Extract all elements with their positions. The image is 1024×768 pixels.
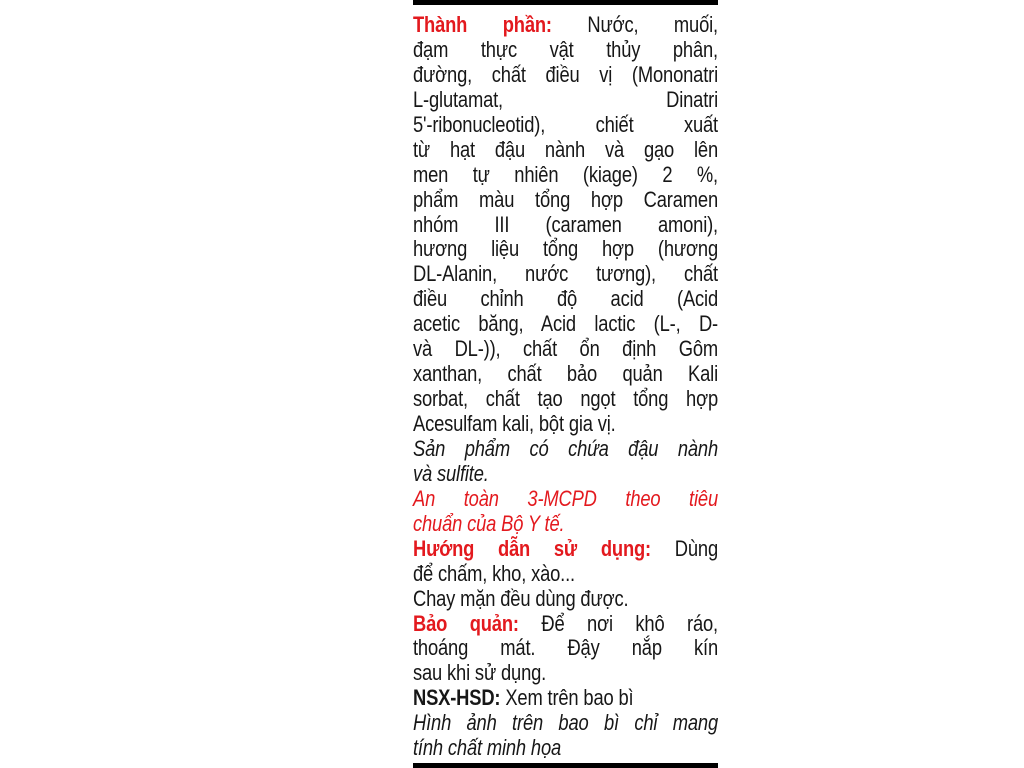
text-line	[413, 13, 718, 38]
text-line	[413, 711, 718, 736]
text-segment: Để nơi khô ráo,	[541, 610, 718, 636]
text-segment: acetic băng, Acid lactic (L-, D-	[413, 311, 718, 337]
text-segment: đạm thực vật thủy phân,	[413, 36, 718, 62]
text-line	[413, 312, 718, 337]
text-segment: L-glutamat, Dinatri	[413, 86, 718, 112]
cropped-print-strip-bottom	[413, 763, 718, 768]
text-segment: Chay mặn đều dùng được.	[413, 585, 629, 611]
text-line	[413, 287, 718, 312]
text-line	[413, 412, 718, 437]
text-line	[413, 38, 718, 63]
text-segment: đường, chất điều vị (Mononatri	[413, 61, 718, 87]
text-segment: chuẩn của Bộ Y tế.	[413, 510, 565, 536]
text-line	[413, 661, 718, 686]
text-line	[413, 612, 718, 637]
text-segment: từ hạt đậu nành và gạo lên	[413, 136, 718, 162]
text-line	[413, 237, 718, 262]
heading-bao-quan: Bảo quản:	[413, 610, 542, 636]
text-line	[413, 262, 718, 287]
text-line	[413, 387, 718, 412]
text-segment: Xem trên bao bì	[505, 685, 634, 711]
text-segment: hương liệu tổng hợp (hương	[413, 236, 718, 262]
cropped-print-strip-top	[413, 0, 718, 5]
label-text-column	[413, 13, 718, 761]
heading-thanh-phan: Thành phần:	[413, 12, 588, 37]
heading-nsx-hsd: NSX-HSD:	[413, 685, 506, 711]
heading-huong-dan-su-dung: Hướng dẫn sử dụng:	[413, 535, 675, 561]
text-segment: Acesulfam kali, bột gia vị.	[413, 411, 616, 436]
text-segment: xanthan, chất bảo quản Kali	[413, 361, 718, 387]
text-line	[413, 487, 718, 512]
text-segment: phẩm màu tổng hợp Caramen	[413, 186, 718, 212]
text-segment: Nước, muối,	[587, 12, 718, 37]
text-segment: Dùng	[674, 535, 718, 561]
text-line	[413, 138, 718, 163]
text-segment: DL-Alanin, nước tương), chất	[413, 261, 718, 287]
text-line	[413, 512, 718, 537]
text-line	[413, 63, 718, 88]
text-segment: Sản phẩm có chứa đậu nành	[413, 435, 718, 461]
text-line	[413, 362, 718, 387]
text-segment: điều chỉnh độ acid (Acid	[413, 286, 718, 312]
text-line	[413, 163, 718, 188]
text-segment: và sulfite.	[413, 460, 489, 486]
text-line	[413, 562, 718, 587]
text-line	[413, 213, 718, 238]
text-line	[413, 437, 718, 462]
text-line	[413, 188, 718, 213]
text-segment: và DL-)), chất ổn định Gôm	[413, 336, 718, 362]
text-segment: 5'-ribonucleotid), chiết xuất	[413, 111, 718, 137]
text-segment: tính chất minh họa	[413, 735, 562, 761]
text-line	[413, 587, 718, 612]
text-line	[413, 462, 718, 487]
text-line	[413, 337, 718, 362]
text-line	[413, 537, 718, 562]
illustration-disclaimer: Hình ảnh trên bao bì chỉ mang	[413, 710, 718, 736]
text-line	[413, 113, 718, 138]
text-line	[413, 88, 718, 113]
text-segment: sorbat, chất tạo ngọt tổng hợp	[413, 386, 718, 412]
text-line	[413, 686, 718, 711]
text-segment: men tự nhiên (kiage) 2 %,	[413, 161, 718, 187]
text-segment: thoáng mát. Đậy nắp kín	[413, 635, 718, 661]
mcpd-safety-note: An toàn 3-MCPD theo tiêu	[413, 485, 718, 511]
text-segment: để chấm, kho, xào...	[413, 560, 575, 586]
text-line	[413, 636, 718, 661]
text-line	[413, 736, 718, 761]
text-segment: nhóm III (caramen amoni),	[413, 211, 718, 237]
text-segment: sau khi sử dụng.	[413, 660, 547, 686]
